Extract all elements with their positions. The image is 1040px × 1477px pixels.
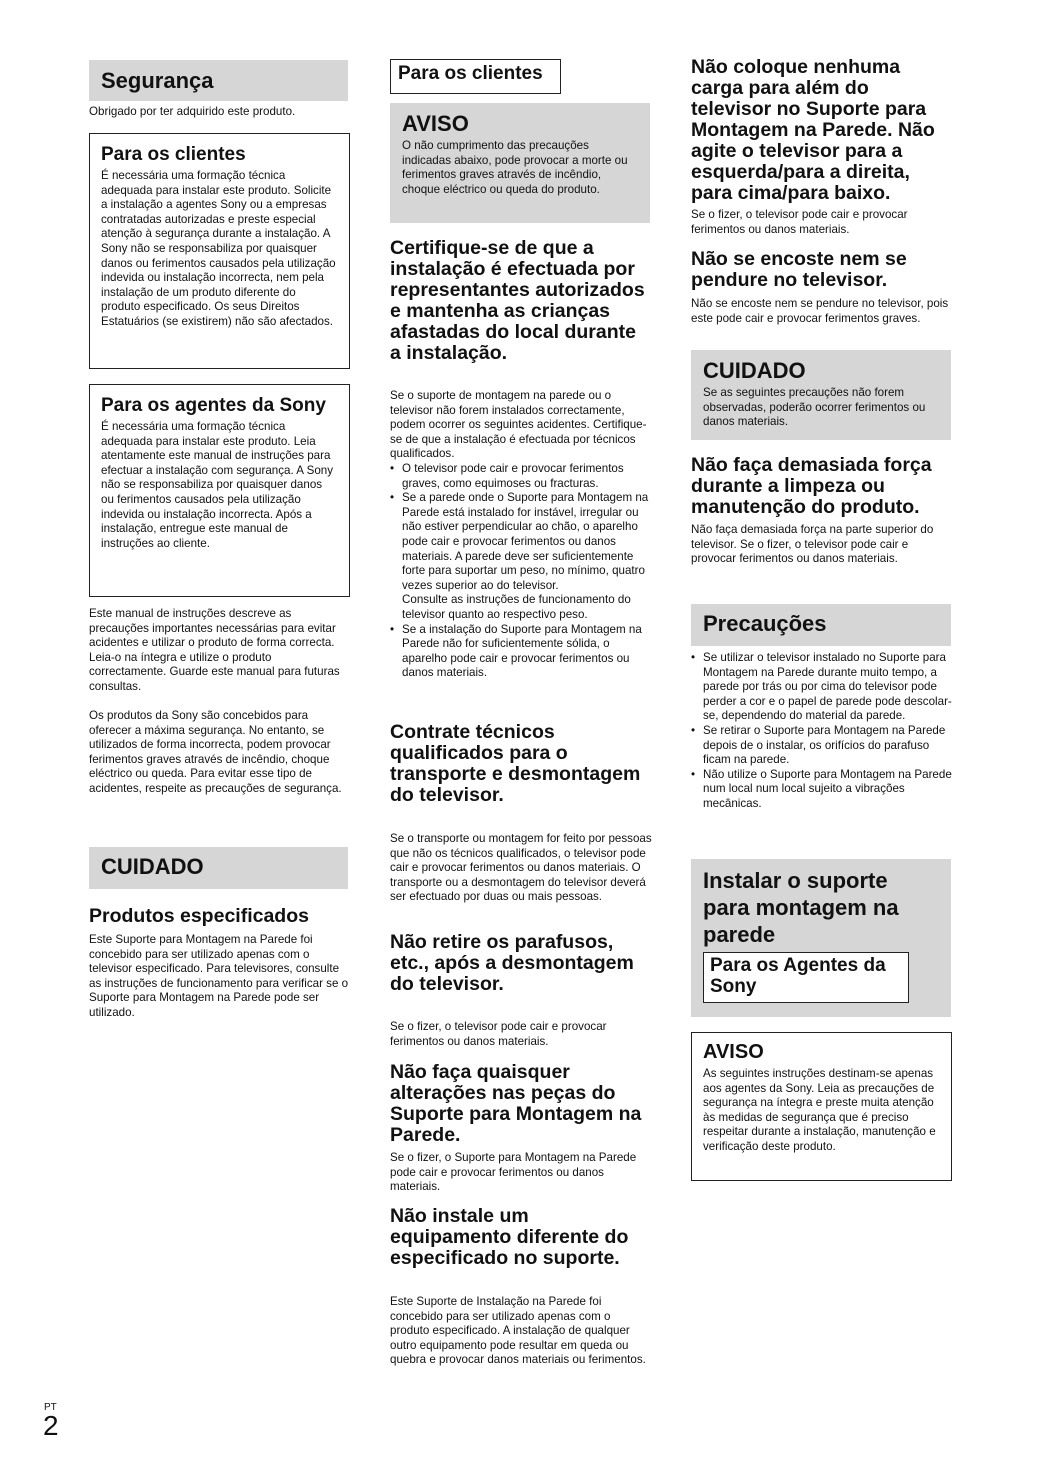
- heading: Certifique-se de que a instalação é efectuada por representantes autorizados e mantenha as crianças afastadas do local durante a instalação.: [390, 237, 645, 364]
- language-code: PT: [44, 1402, 57, 1413]
- aviso-title: AVISO: [402, 111, 469, 136]
- list-item: • Se a parede onde o Suporte para Montagem na Parede está instalado for instável, irregular ou não estiver perpendicular ao chão, o aparelho pode cair e provocar ferimentos ou danos materiais. A parede deve ser suficientemente forte para suportar um peso, no mínimo, quatro vezes superior ao do televisor. Consulte as instruções de funcionamento do televisor quanto ao respectivo peso.: [390, 491, 652, 622]
- heading: Não instale um equipamento diferente do especificado no suporte.: [390, 1205, 629, 1269]
- heading-text: Não faça demasiada força na parte superior do televisor. Se o fizer, o televisor pode cair e provocar ferimentos ou danos materiais.: [691, 523, 934, 566]
- aviso-title: AVISO: [703, 1041, 764, 1063]
- heading: Não se encoste nem se pendure no televisor.: [691, 248, 907, 291]
- label-para-os-agentes: Para os Agentes da Sony: [703, 952, 909, 1003]
- box-para-os-clientes: [89, 133, 350, 369]
- aviso-box: [691, 1032, 952, 1181]
- box-para-os-agentes: [89, 384, 350, 597]
- list-item-note: Consulte as instruções de funcionamento do televisor quanto ao respectivo peso.: [402, 593, 631, 621]
- cuidado-box: [691, 350, 951, 440]
- heading: Não faça quaisquer alterações nas peças do Suporte para Montagem na Parede.: [390, 1061, 642, 1146]
- box-title: Para os clientes: [101, 144, 246, 165]
- label-para-os-clientes: Para os clientes: [390, 59, 561, 94]
- heading: Não faça demasiada força durante a limpeza ou manutenção do produto.: [691, 454, 932, 518]
- seguranca-intro: Obrigado por ter adquirido este produto.: [89, 105, 296, 118]
- heading-text: Se o fizer, o televisor pode cair e provocar ferimentos ou danos materiais.: [691, 208, 908, 236]
- page-number: 2: [43, 1410, 59, 1441]
- heading: Contrate técnicos qualificados para o transporte e desmontagem do televisor.: [390, 721, 641, 806]
- box-text: É necessária uma formação técnica adequada para instalar este produto. Leia atentamente este manual de instruções para efectuar a instalação com segurança. A Sony não se responsabiliza por quaisquer danos ou ferimentos causados pela utilização indevida ou instalação incorrecta. Após a instalação, entregue este manual de instruções ao cliente.: [101, 420, 334, 550]
- paragraph: Os produtos da Sony são concebidos para oferecer a máxima segurança. No entanto, se utilizados de forma incorrecta, podem provocar ferimentos graves através de incêndio, choque eléctrico ou queda. Para evitar esse tipo de acidentes, respeite as precauções de segurança.: [89, 709, 342, 795]
- paragraph: Este manual de instruções descreve as precauções importantes necessárias para evitar acidentes e utilizar o produto de forma correcta. Leia-o na íntegra e utilize o produto correctamente. Guarde este manual para futuras consultas.: [89, 607, 340, 693]
- box-title: Para os agentes da Sony: [101, 395, 326, 416]
- produtos-text: Este Suporte para Montagem na Parede foi concebido para ser utilizado apenas com o televisor especificado. Para televisores, consulte as instruções de funcionamento para verificar se o Suporte para Montagem na Parede pode ser utilizado.: [89, 933, 349, 1019]
- heading-produtos: Produtos especificados: [89, 905, 309, 927]
- bullet-list: [390, 462, 652, 681]
- aviso-box: [390, 103, 650, 223]
- section-title-cuidado: CUIDADO: [89, 847, 348, 889]
- box-text: É necessária uma formação técnica adequada para instalar este produto. Solicite a instalação a agentes Sony ou a empresas contratadas autorizadas e preste especial atenção à segurança durante a instalação. A Sony não se responsabiliza por quaisquer danos ou ferimentos causados pela utilização indevida ou instalação incorrecta, nem pela instalação de um produto diferente do produto especificado. Os seus Direitos Estatuários (se existirem) não são afectados.: [101, 169, 336, 328]
- heading-text: Se o suporte de montagem na parede ou o televisor não forem instalados correctamente, podem ocorrer os seguintes acidentes. Certifique-se de que a instalação é efectuada por técnicos qualificados.: [390, 389, 647, 461]
- aviso-text: As seguintes instruções destinam-se apenas aos agentes da Sony. Leia as precauções de segurança na íntegra e preste muita atenção às medidas de segurança que é preciso respeitar durante a instalação, manutenção e verificação deste produto.: [703, 1067, 936, 1153]
- section-title-seguranca: Segurança: [89, 60, 348, 101]
- aviso-text: O não cumprimento das precauções indicadas abaixo, pode provocar a morte ou ferimentos graves através de incêndio, choque eléctrico ou queda do produto.: [402, 139, 628, 196]
- list-item: • Não utilize o Suporte para Montagem na Parede num local num local sujeito a vibrações mecânicas.: [691, 768, 953, 812]
- cuidado-text: Se as seguintes precauções não forem observadas, poderão ocorrer ferimentos ou danos materiais.: [703, 386, 926, 429]
- list-item: • Se utilizar o televisor instalado no Suporte para Montagem na Parede durante muito tempo, a parede por trás ou por cima do televisor pode perder a cor e o papel de parede pode descolar-se, dependendo do material da parede.: [691, 651, 953, 724]
- list-item: • Se retirar o Suporte para Montagem na Parede depois de o instalar, os orifícios do parafuso ficam na parede.: [691, 724, 953, 768]
- bullet-list: [691, 651, 953, 812]
- instalar-section: [691, 859, 951, 1017]
- section-title-precaucoes: Precauções: [691, 604, 951, 646]
- heading: Não coloque nenhuma carga para além do televisor no Suporte para Montagem na Parede. Não agite o televisor para a esquerda/para a direita, para cima/para baixo.: [691, 56, 935, 204]
- heading-text: Se o fizer, o televisor pode cair e provocar ferimentos ou danos materiais.: [390, 1020, 607, 1048]
- heading-text: Este Suporte de Instalação na Parede foi concebido para ser utilizado apenas com o produto especificado. A instalação de qualquer outro equipamento pode resultar em queda ou quebra e provocar danos materiais ou ferimentos.: [390, 1295, 646, 1367]
- list-item: • Se a instalação do Suporte para Montagem na Parede não for suficientemente sólida, o aparelho pode cair e provocar ferimentos ou danos materiais.: [390, 623, 652, 681]
- cuidado-title: CUIDADO: [703, 358, 806, 383]
- heading-text: Se o fizer, o Suporte para Montagem na Parede pode cair e provocar ferimentos ou danos materiais.: [390, 1151, 637, 1194]
- list-item: • O televisor pode cair e provocar ferimentos graves, como equimoses ou fracturas.: [390, 462, 652, 491]
- heading-text: Se o transporte ou montagem for feito por pessoas que não os técnicos qualificados, o televisor pode cair e provocar ferimentos ou danos materiais. O transporte ou a desmontagem do televisor deverá ser efectuado por duas ou mais pessoas.: [390, 832, 652, 904]
- section-title-instalar: Instalar o suporte para montagem na parede: [703, 868, 899, 947]
- heading: Não retire os parafusos, etc., após a desmontagem do televisor.: [390, 931, 634, 995]
- heading-text: Não se encoste nem se pendure no televisor, pois este pode cair e provocar ferimentos graves.: [691, 297, 949, 325]
